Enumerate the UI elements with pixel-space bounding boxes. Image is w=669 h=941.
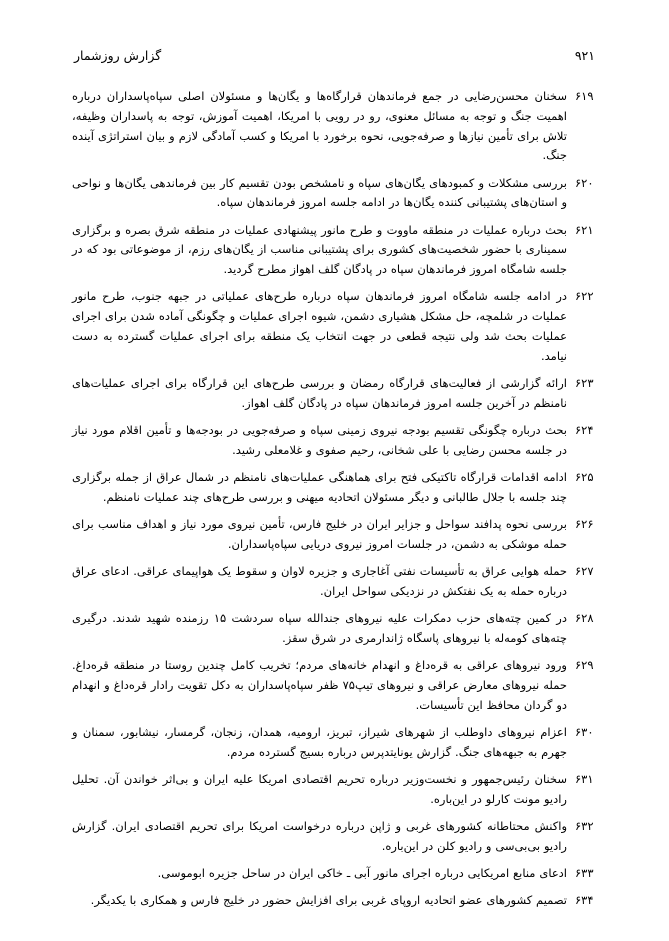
list-item: [72, 515, 597, 555]
list-item: [72, 656, 597, 715]
entry-text: ورود نیروهای عراقی به قره‌داغ و انهدام خانه‌های مردم؛ تخریب کامل چندین روستا در منطقه قره‌داغ. حمله نیروهای معارض عراقی و نیروهای تیپ۷۵ ظفر سپاه‌پاسداران به دکل تقویت رادار قره‌داغ و انهدام دو گردان محافظ این تأسیسات.: [72, 658, 568, 712]
list-item: [72, 864, 597, 884]
list-item: [72, 221, 597, 280]
entry-text: بحث درباره چگونگی تقسیم بودجه نیروی زمینی سپاه و صرفه‌جویی در بودجه‌ها و تأمین اقلام مورد نیاز در جلسه محسن رضایی با علی شخانی، رحیم صفوی و غلامعلی رشید.: [72, 422, 567, 457]
page-header: [72, 48, 597, 63]
entry-number: ۶۲۳: [575, 375, 594, 390]
entry-number: ۶۲۷: [575, 564, 594, 579]
entry-list: [72, 87, 597, 911]
entry-text: سخنان رئیس‌جمهور و نخست‌وزیر درباره تحریم اقتصادی امریکا علیه ایران و بی‌اثر خواندن آن. تحلیل رادیو مونت کارلو در این‌باره.: [72, 771, 567, 806]
entry-number: ۶۲۱: [575, 222, 594, 237]
entry-number: ۶۳۴: [575, 893, 594, 908]
list-item: [72, 87, 597, 166]
list-item: [72, 723, 597, 763]
list-item: [72, 374, 597, 414]
list-item: [72, 817, 597, 857]
list-item: [72, 421, 597, 461]
entry-text: بررسی نحوه پدافند سواحل و جزایر ایران در خلیج فارس، تأمین نیروی مورد نیاز و اهداف مناسب برای حمله موشکی به دشمن، در جلسات امروز نیروی دریایی سپاه‌پاسداران.: [72, 517, 567, 551]
entry-text: ارائه گزارشی از فعالیت‌های قرارگاه رمضان و بررسی طرح‌های این قرارگاه برای اجرای عملیات‌های نامنظم در آخرین جلسه امروز فرماندهان سپاه در پادگان گلف اهواز.: [72, 375, 567, 410]
entry-text: بررسی مشکلات و کمبودهای یگان‌های سپاه و نامشخص بودن تقسیم کار بین فرماندهی یگان‌ها و نواحی و استان‌های پشتیبانی کننده یگان‌ها در ادامه جلسه امروز فرماندهان سپاه.: [72, 175, 567, 210]
list-item: [72, 468, 597, 508]
entry-text: ادعای منابع امریکایی درباره اجرای مانور آبی ـ خاکی ایران در ساحل جزیره ابوموسی.: [157, 866, 567, 881]
entry-number: ۶۱۹: [575, 89, 594, 103]
header-divider: [72, 69, 597, 73]
entry-number: ۶۳۱: [575, 771, 594, 786]
entry-number: ۶۲۵: [575, 470, 594, 485]
entry-number: ۶۳۳: [575, 866, 594, 881]
list-item: [72, 174, 597, 214]
list-item: [72, 287, 597, 366]
list-item: [72, 562, 597, 602]
list-item: [72, 609, 597, 649]
entry-number: ۶۲۴: [575, 422, 594, 437]
entry-number: ۶۲۹: [575, 658, 594, 673]
book-title: گزارش روزشمار: [74, 48, 162, 63]
page-number: ۹۲۱: [574, 48, 595, 63]
list-item: [72, 770, 597, 810]
entry-text: اعزام نیروهای داوطلب از شهرهای شیراز، تبریز، ارومیه، همدان، زنجان، گرمسار، نیشابور، سمنان و جهرم به جبهه‌های جنگ. گزارش یونایتدپرس درباره بسیج گسترده مردم.: [72, 724, 567, 759]
entry-text: سخنان محسن‌رضایی در جمع فرماندهان قرارگاه‌ها و یگان‌ها و مسئولان اصلی سپاه‌پاسداران درباره اهمیت جنگ و توجه به مسائل معنوی، رو در رویی با امریکا، اهمیت آموزش، توجه به پاسداران وظیفه، تلاش برای تأمین نیازها و صرفه‌جویی، نحوه برخورد با امریکا و کسب آمادگی لازم و بیان استراتژی آینده جنگ.: [72, 89, 567, 163]
entry-text: واکنش محتاطانه کشورهای غربی و ژاپن درباره درخواست امریکا برای تحریم اقتصادی ایران. گزارش رادیو بی‌بی‌سی و رادیو کلن در این‌باره.: [72, 819, 567, 853]
entry-text: تصمیم کشورهای عضو اتحادیه اروپای غربی برای افزایش حضور در خلیج فارس و همکاری با یکدیگر.: [90, 893, 567, 908]
entry-text: بحث درباره عملیات در منطقه ماووت و طرح مانور پیشنهادی عملیات در منطقه شرق بصره و برگزاری سمیناری با حضور شخصیت‌های کشوری برای پشتیبانی مناسب از یگان‌های رزم، از موضوعاتی بود که در جلسه شامگاه امروز فرماندهان سپاه در پادگان گلف اهواز مطرح گردید.: [72, 222, 567, 277]
entry-number: ۶۲۸: [575, 611, 594, 626]
entry-number: ۶۳۲: [575, 819, 594, 833]
entry-number: ۶۲۰: [575, 175, 594, 190]
entry-text: حمله هوایی عراق به تأسیسات نفتی آغاجاری و جزیره لاوان و سقوط یک هواپیمای عراقی. ادعای عراق درباره حمله به یک نفتکش در نزدیکی سواحل ایران.: [72, 564, 567, 598]
entry-number: ۶۲۲: [575, 289, 594, 304]
entry-number: ۶۲۶: [575, 517, 594, 532]
entry-number: ۶۳۰: [575, 724, 594, 739]
list-item: [72, 891, 597, 911]
entry-text: در ادامه جلسه شامگاه امروز فرماندهان سپاه درباره طرح‌های عملیاتی در جبهه جنوب، طرح مانور عملیات در شلمچه، حل مشکل هشیاری دشمن، شیوه اجرای عملیات و چگونگی آماده شدن برای اجرای عملیات بحث شد ولی نتیجه قطعی در جهت انتخاب یک منطقه برای اجرای عملیات گسترده به دست نیامد.: [72, 289, 567, 363]
entry-text: ادامه اقدامات قرارگاه تاکتیکی فتح برای هماهنگی عملیات‌های نامنظم در شمال عراق از جمله برگزاری چند جلسه با جلال طالبانی و دیگر مسئولان اتحادیه میهنی و بررسی طرح‌های چند عملیات نامنظم.: [72, 470, 567, 504]
entry-text: در کمین چته‌های حزب دمکرات علیه نیروهای جندالله سپاه سردشت ۱۵ رزمنده شهید شدند. درگیری چته‌های کومه‌له با نیروهای پاسگاه ژاندارمری در شرق سقز.: [72, 611, 567, 645]
